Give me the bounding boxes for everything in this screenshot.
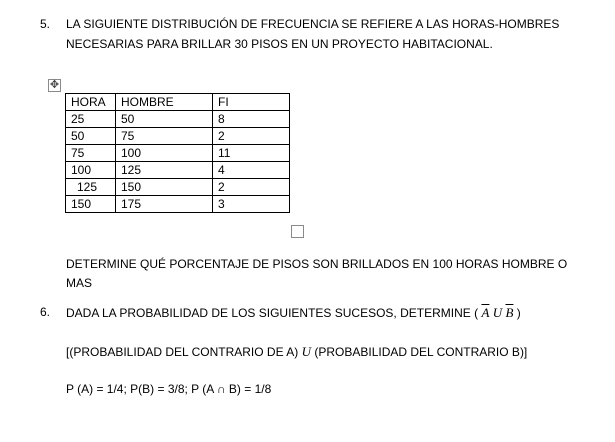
question-5-number: 5.: [40, 17, 51, 31]
question-6-number: 6.: [40, 305, 51, 319]
table-row: [66, 196, 290, 213]
table-cell: 3: [213, 196, 290, 213]
header-hombre: HOMBRE: [116, 94, 213, 111]
table-cell: 100: [116, 145, 213, 162]
table-row: [66, 128, 290, 145]
question-5-prompt-line-2: MAS: [66, 276, 93, 290]
question-6-line-1: [66, 305, 521, 321]
table-cell: 8: [213, 111, 290, 128]
table-cell: 75: [116, 128, 213, 145]
question-5-line-1: LA SIGUIENTE DISTRIBUCIÓN DE FRECUENCIA SE REFIERE A LAS HORAS-HOMBRES: [66, 17, 560, 31]
question-6-line-2-open: [(PROBABILIDAD DEL CONTRARIO DE A): [66, 345, 299, 359]
frequency-table: [65, 93, 290, 213]
table-cell: 50: [66, 128, 116, 145]
table-cell: 50: [116, 111, 213, 128]
table-row: [66, 111, 290, 128]
question-6-probabilities: P (A) = 1/4; P(B) = 3/8; P (A ∩ B) = 1/8: [66, 382, 272, 396]
formula-union-symbol: U: [492, 305, 503, 320]
formula-a-complement: $\overline{A}$: [481, 305, 490, 320]
table-cell: 2: [213, 179, 290, 196]
header-hora: HORA: [66, 94, 116, 111]
table-row: [66, 162, 290, 179]
table-cell: 125: [66, 179, 116, 196]
header-fi: FI: [213, 94, 290, 111]
table-cell: 150: [66, 196, 116, 213]
table-cell: 11: [213, 145, 290, 162]
table-cell: 125: [116, 162, 213, 179]
table-cell: 175: [116, 196, 213, 213]
table-cell: 100: [66, 162, 116, 179]
formula-b-complement: $\overline{B}$: [505, 305, 514, 320]
line-2-union-symbol: U: [301, 344, 311, 359]
formula-close-paren: ): [516, 306, 521, 320]
table-resize-handle[interactable]: [291, 225, 304, 238]
table-cell: 4: [213, 162, 290, 179]
table-cell: 2: [213, 128, 290, 145]
question-6-line-1-text: DADA LA PROBABILIDAD DE LOS SIGUIENTES SUCESOS, DETERMINE (: [66, 306, 479, 320]
table-cell: 25: [66, 111, 116, 128]
table-cell: 75: [66, 145, 116, 162]
question-6-line-2-close: (PROBABILIDAD DEL CONTRARIO B)]: [314, 345, 528, 359]
table-row: [66, 179, 290, 196]
table-header-row: [66, 94, 290, 111]
table-move-handle-icon[interactable]: ✥: [49, 79, 60, 91]
question-6-line-2: [66, 344, 527, 360]
question-5-prompt-line-1: DETERMINE QUÉ PORCENTAJE DE PISOS SON BRILLADOS EN 100 HORAS HOMBRE O: [66, 257, 568, 271]
table-cell: 150: [116, 179, 213, 196]
question-5-line-2: NECESARIAS PARA BRILLAR 30 PISOS EN UN PROYECTO HABITACIONAL.: [66, 37, 493, 51]
table-row: [66, 145, 290, 162]
